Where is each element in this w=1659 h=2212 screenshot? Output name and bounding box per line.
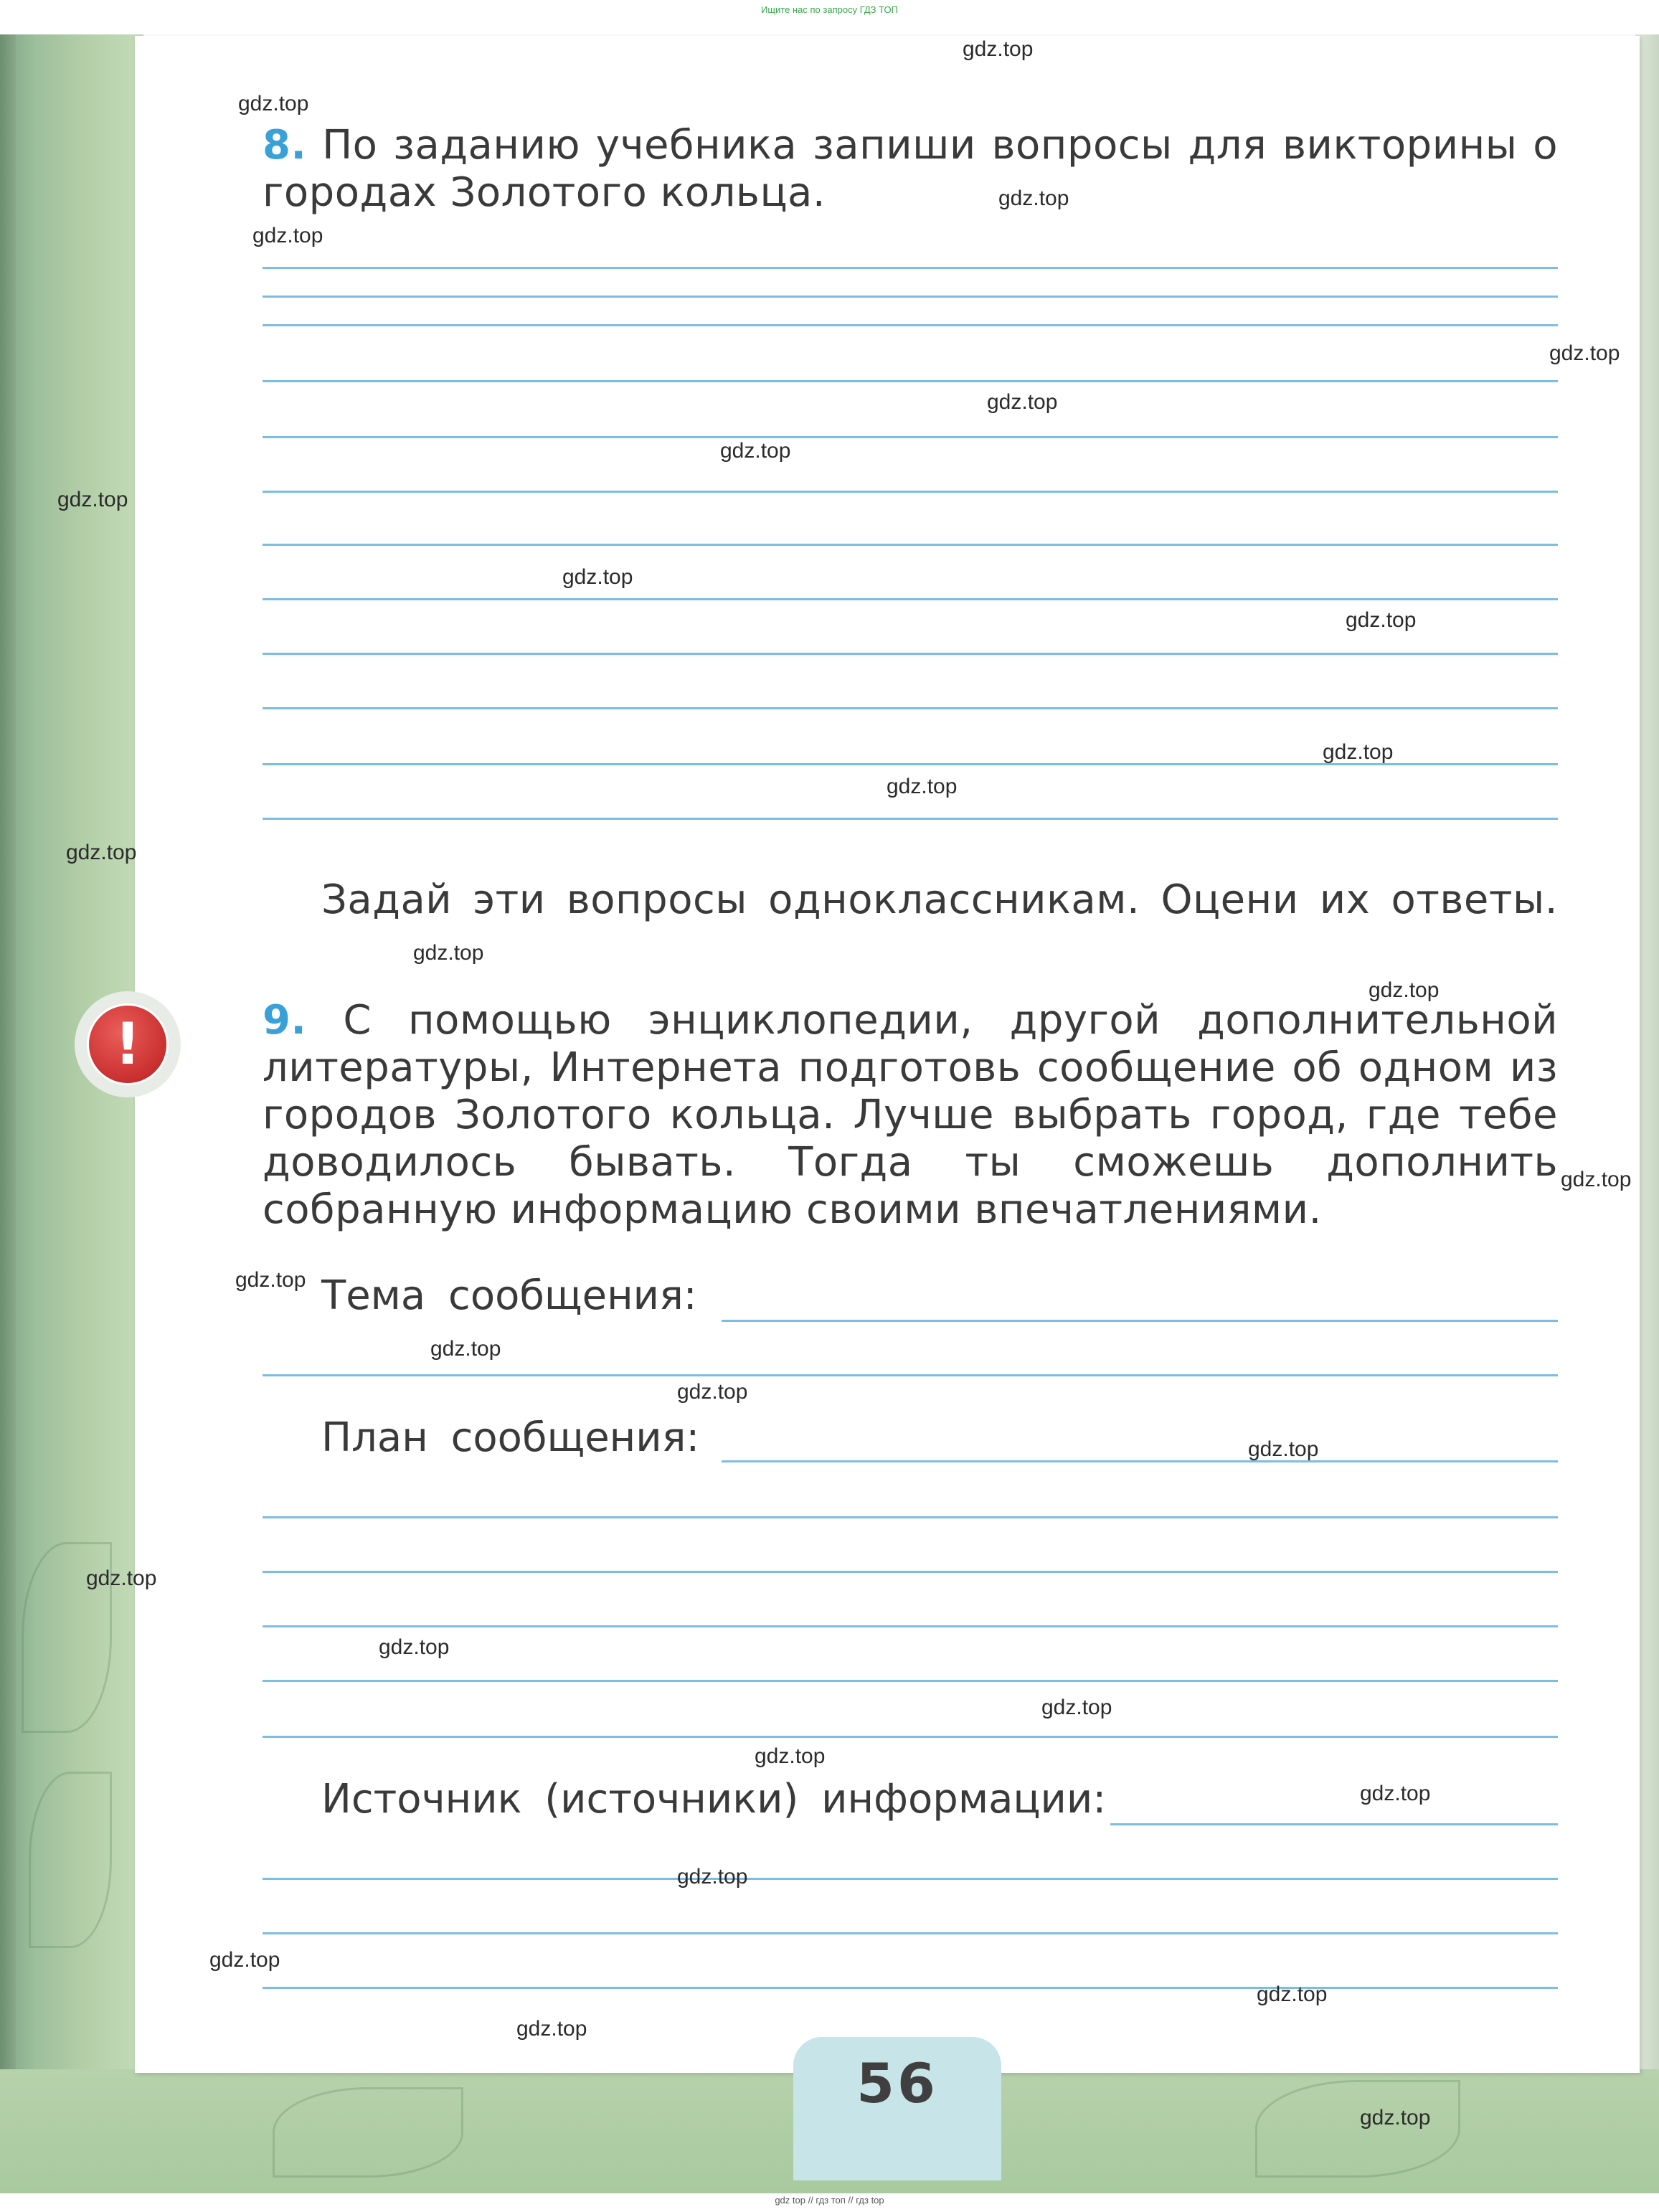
watermark: gdz.top	[963, 37, 1034, 61]
answer-line[interactable]	[263, 707, 1558, 709]
plan-answer-line[interactable]	[263, 1680, 1558, 1682]
task-9-instruction: С помощью энциклопедии, другой дополнительной литературы, Интернета подготовь сообщение об одном из городов Золотого кольца. Лучше выбрать город, где тебе доводилось бывать. Тогда ты сможешь дополнить собранную информацию своими впечатлениями.	[263, 997, 1558, 1233]
watermark: gdz.top	[1369, 978, 1440, 1002]
task-8-text	[263, 122, 1558, 217]
watermark: gdz.top	[1360, 2106, 1431, 2130]
book-spine	[0, 34, 16, 2193]
watermark: gdz.top	[1549, 341, 1620, 365]
watermark: gdz.top	[720, 439, 791, 463]
watermark: gdz.top	[1041, 1696, 1112, 1719]
watermark: gdz.top	[562, 565, 633, 589]
watermark: gdz.top	[516, 2017, 587, 2041]
answer-line[interactable]	[263, 491, 1558, 493]
plan-answer-line[interactable]	[263, 1736, 1558, 1738]
source-answer-line[interactable]	[263, 1932, 1558, 1934]
watermark: gdz.top	[1346, 608, 1417, 632]
answer-line[interactable]	[263, 818, 1558, 820]
plan-answer-line[interactable]	[263, 1571, 1558, 1573]
topic-label: Тема сообщения:	[321, 1272, 697, 1319]
task-8-number: 8.	[263, 122, 307, 169]
watermark: gdz.top	[430, 1337, 501, 1361]
plan-answer-line[interactable]	[263, 1625, 1558, 1627]
source-answer-line[interactable]	[263, 1987, 1558, 1989]
watermark: gdz.top	[66, 841, 137, 864]
plan-label: План сообщения:	[321, 1414, 700, 1461]
exclamation-icon: !	[114, 1011, 141, 1077]
watermark: gdz.top	[1248, 1437, 1319, 1461]
watermark: gdz.top	[57, 488, 128, 511]
watermark: gdz.top	[987, 390, 1058, 414]
plan-answer-line[interactable]	[263, 1516, 1558, 1518]
watermark: gdz.top	[998, 186, 1069, 210]
watermark: gdz.top	[252, 224, 323, 247]
watermark: gdz.top	[86, 1566, 157, 1590]
watermark: gdz.top	[755, 1744, 826, 1768]
task-9-number: 9.	[263, 997, 307, 1044]
leaf-decoration	[273, 2087, 463, 2178]
leaf-decoration	[29, 1772, 112, 1948]
answer-line[interactable]	[263, 653, 1558, 655]
page-number: 56	[856, 2051, 938, 2115]
watermark: gdz.top	[887, 775, 958, 798]
answer-line[interactable]	[263, 436, 1558, 438]
watermark: gdz.top	[677, 1865, 748, 1889]
answer-line[interactable]	[263, 598, 1558, 600]
source-answer-line[interactable]	[1110, 1823, 1558, 1825]
task-9-text	[263, 997, 1558, 1234]
answer-line[interactable]	[263, 267, 1558, 269]
watermark: gdz.top	[1561, 1168, 1632, 1191]
watermark: gdz.top	[235, 1268, 306, 1292]
watermark: gdz.top	[413, 941, 484, 965]
footer-notice: gdz top // гдз топ // гдз top	[775, 2195, 884, 2206]
watermark: gdz.top	[1323, 740, 1394, 764]
source-label: Источник (источники) информации:	[321, 1776, 1107, 1823]
watermark: gdz.top	[1360, 1782, 1431, 1805]
answer-line[interactable]	[263, 324, 1558, 326]
watermark: gdz.top	[209, 1948, 280, 1972]
watermark: gdz.top	[1257, 1982, 1328, 2006]
answer-line[interactable]	[263, 296, 1558, 298]
top-notice: Ищите нас по запросу ГДЗ ТОП	[761, 4, 898, 15]
watermark: gdz.top	[238, 92, 309, 115]
watermark: gdz.top	[677, 1380, 748, 1404]
plan-answer-line[interactable]	[722, 1460, 1558, 1462]
watermark: gdz.top	[379, 1635, 450, 1659]
task-8-followup: Задай эти вопросы одноклассникам. Оцени их ответы.	[321, 876, 1558, 923]
answer-line[interactable]	[263, 380, 1558, 382]
source-answer-line[interactable]	[263, 1878, 1558, 1880]
answer-line[interactable]	[263, 544, 1558, 546]
task-8-instruction: По заданию учебника запиши вопросы для викторины о городах Золотого кольца.	[263, 122, 1558, 216]
topic-answer-line[interactable]	[263, 1374, 1558, 1376]
topic-answer-line[interactable]	[722, 1320, 1558, 1322]
